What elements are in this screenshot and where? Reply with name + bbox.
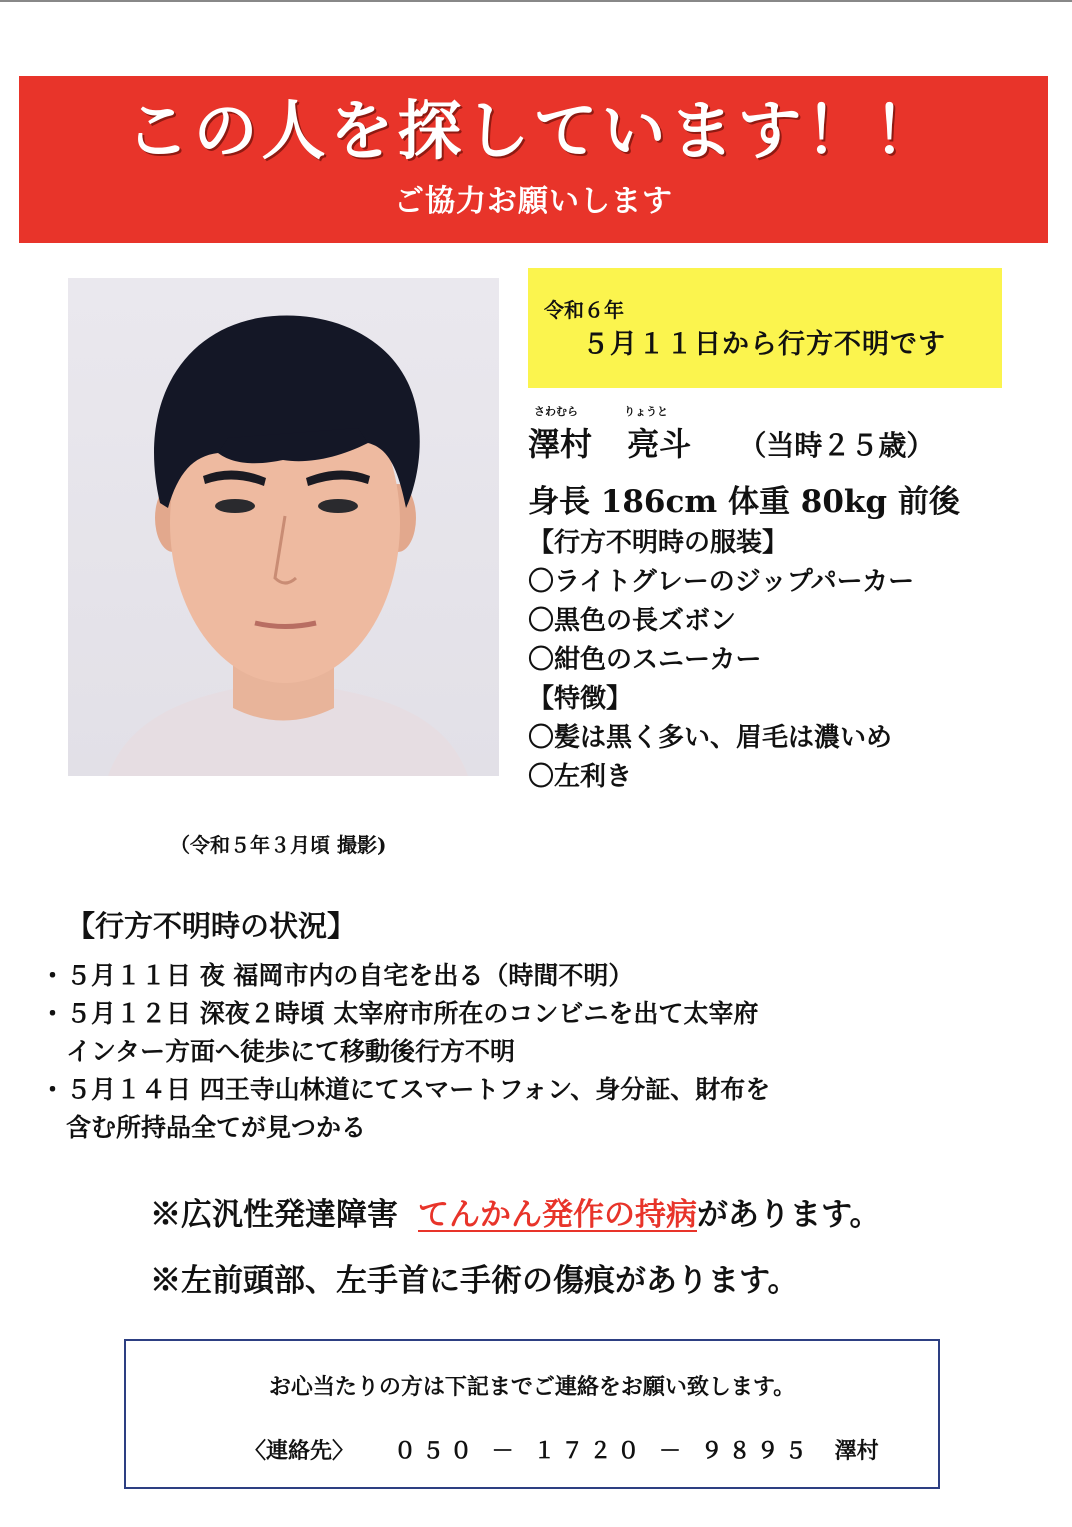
clothing-item: 〇ライトグレーのジップパーカー <box>528 567 915 597</box>
person-given-name: 亮斗 <box>627 425 692 463</box>
given-name-ruby: りょうと <box>624 405 668 418</box>
situation-line: 含む所持品全てが見つかる <box>66 1113 367 1142</box>
features-heading: 【特徴】 <box>528 684 633 714</box>
header-banner <box>19 76 1048 243</box>
person-photo <box>68 278 499 776</box>
clothing-item: 〇紺色のスニーカー <box>528 645 762 675</box>
medical-note-prefix: ※広汎性発達障害 <box>150 1197 398 1233</box>
top-border-line <box>0 0 1072 2</box>
person-age: （当時２５歳） <box>738 429 935 462</box>
banner-subtitle: ご協力お願いします <box>394 184 673 219</box>
situation-item <box>38 1071 770 1147</box>
bullet: ・ <box>40 1075 66 1104</box>
missing-date-box <box>528 268 1002 388</box>
contact-phone: ０５０ － １７２０ － ９８９５ <box>394 1438 813 1464</box>
missing-year: 令和６年 <box>544 298 624 322</box>
photo-caption: （令和５年３月頃 撮影) <box>170 833 387 857</box>
contact-box <box>124 1339 940 1489</box>
situation-item <box>38 957 770 995</box>
bullet: ・ <box>40 999 66 1028</box>
situation-line: ５月１１日 夜 福岡市内の自宅を出る（時間不明） <box>66 961 634 990</box>
epilepsy-highlight: てんかん発作の持病 <box>418 1197 697 1233</box>
portrait-illustration <box>68 278 499 776</box>
contact-message: お心当たりの方は下記までご連絡をお願い致します。 <box>268 1374 796 1400</box>
description-list <box>528 524 914 797</box>
medical-note <box>150 1192 881 1238</box>
clothing-item: 〇黒色の長ズボン <box>528 606 737 636</box>
situation-item <box>38 995 770 1071</box>
scar-note: ※左前頭部、左手首に手術の傷痕があります。 <box>150 1263 799 1299</box>
medical-note-suffix: があります。 <box>697 1197 881 1233</box>
person-surname: 澤村 <box>528 425 593 463</box>
situation-line: インター方面へ徒歩にて移動後行方不明 <box>66 1037 516 1066</box>
contact-name: 澤村 <box>834 1438 879 1464</box>
person-name-row <box>528 422 934 468</box>
situation-list <box>38 957 770 1147</box>
feature-item: 〇髪は黒く多い、眉毛は濃いめ <box>528 723 893 753</box>
surname-ruby: さわむら <box>534 405 578 418</box>
clothing-heading: 【行方不明時の服装】 <box>528 528 789 558</box>
contact-label: 〈連絡先〉 <box>244 1438 355 1464</box>
height-weight: 身長 186cm 体重 80kg 前後 <box>528 484 960 520</box>
bullet: ・ <box>40 961 66 990</box>
missing-date: ５月１１日から行方不明です <box>582 329 946 360</box>
situation-line: ５月１４日 四王寺山林道にてスマートフォン、身分証、財布を <box>66 1075 771 1104</box>
feature-item: 〇左利き <box>528 762 633 792</box>
banner-title: この人を探しています！！ <box>125 94 942 169</box>
situation-line: ５月１２日 深夜２時頃 太宰府市所在のコンビニを出て太宰府 <box>66 999 759 1028</box>
contact-line <box>244 1435 879 1467</box>
situation-heading: 【行方不明時の状況】 <box>66 909 357 943</box>
